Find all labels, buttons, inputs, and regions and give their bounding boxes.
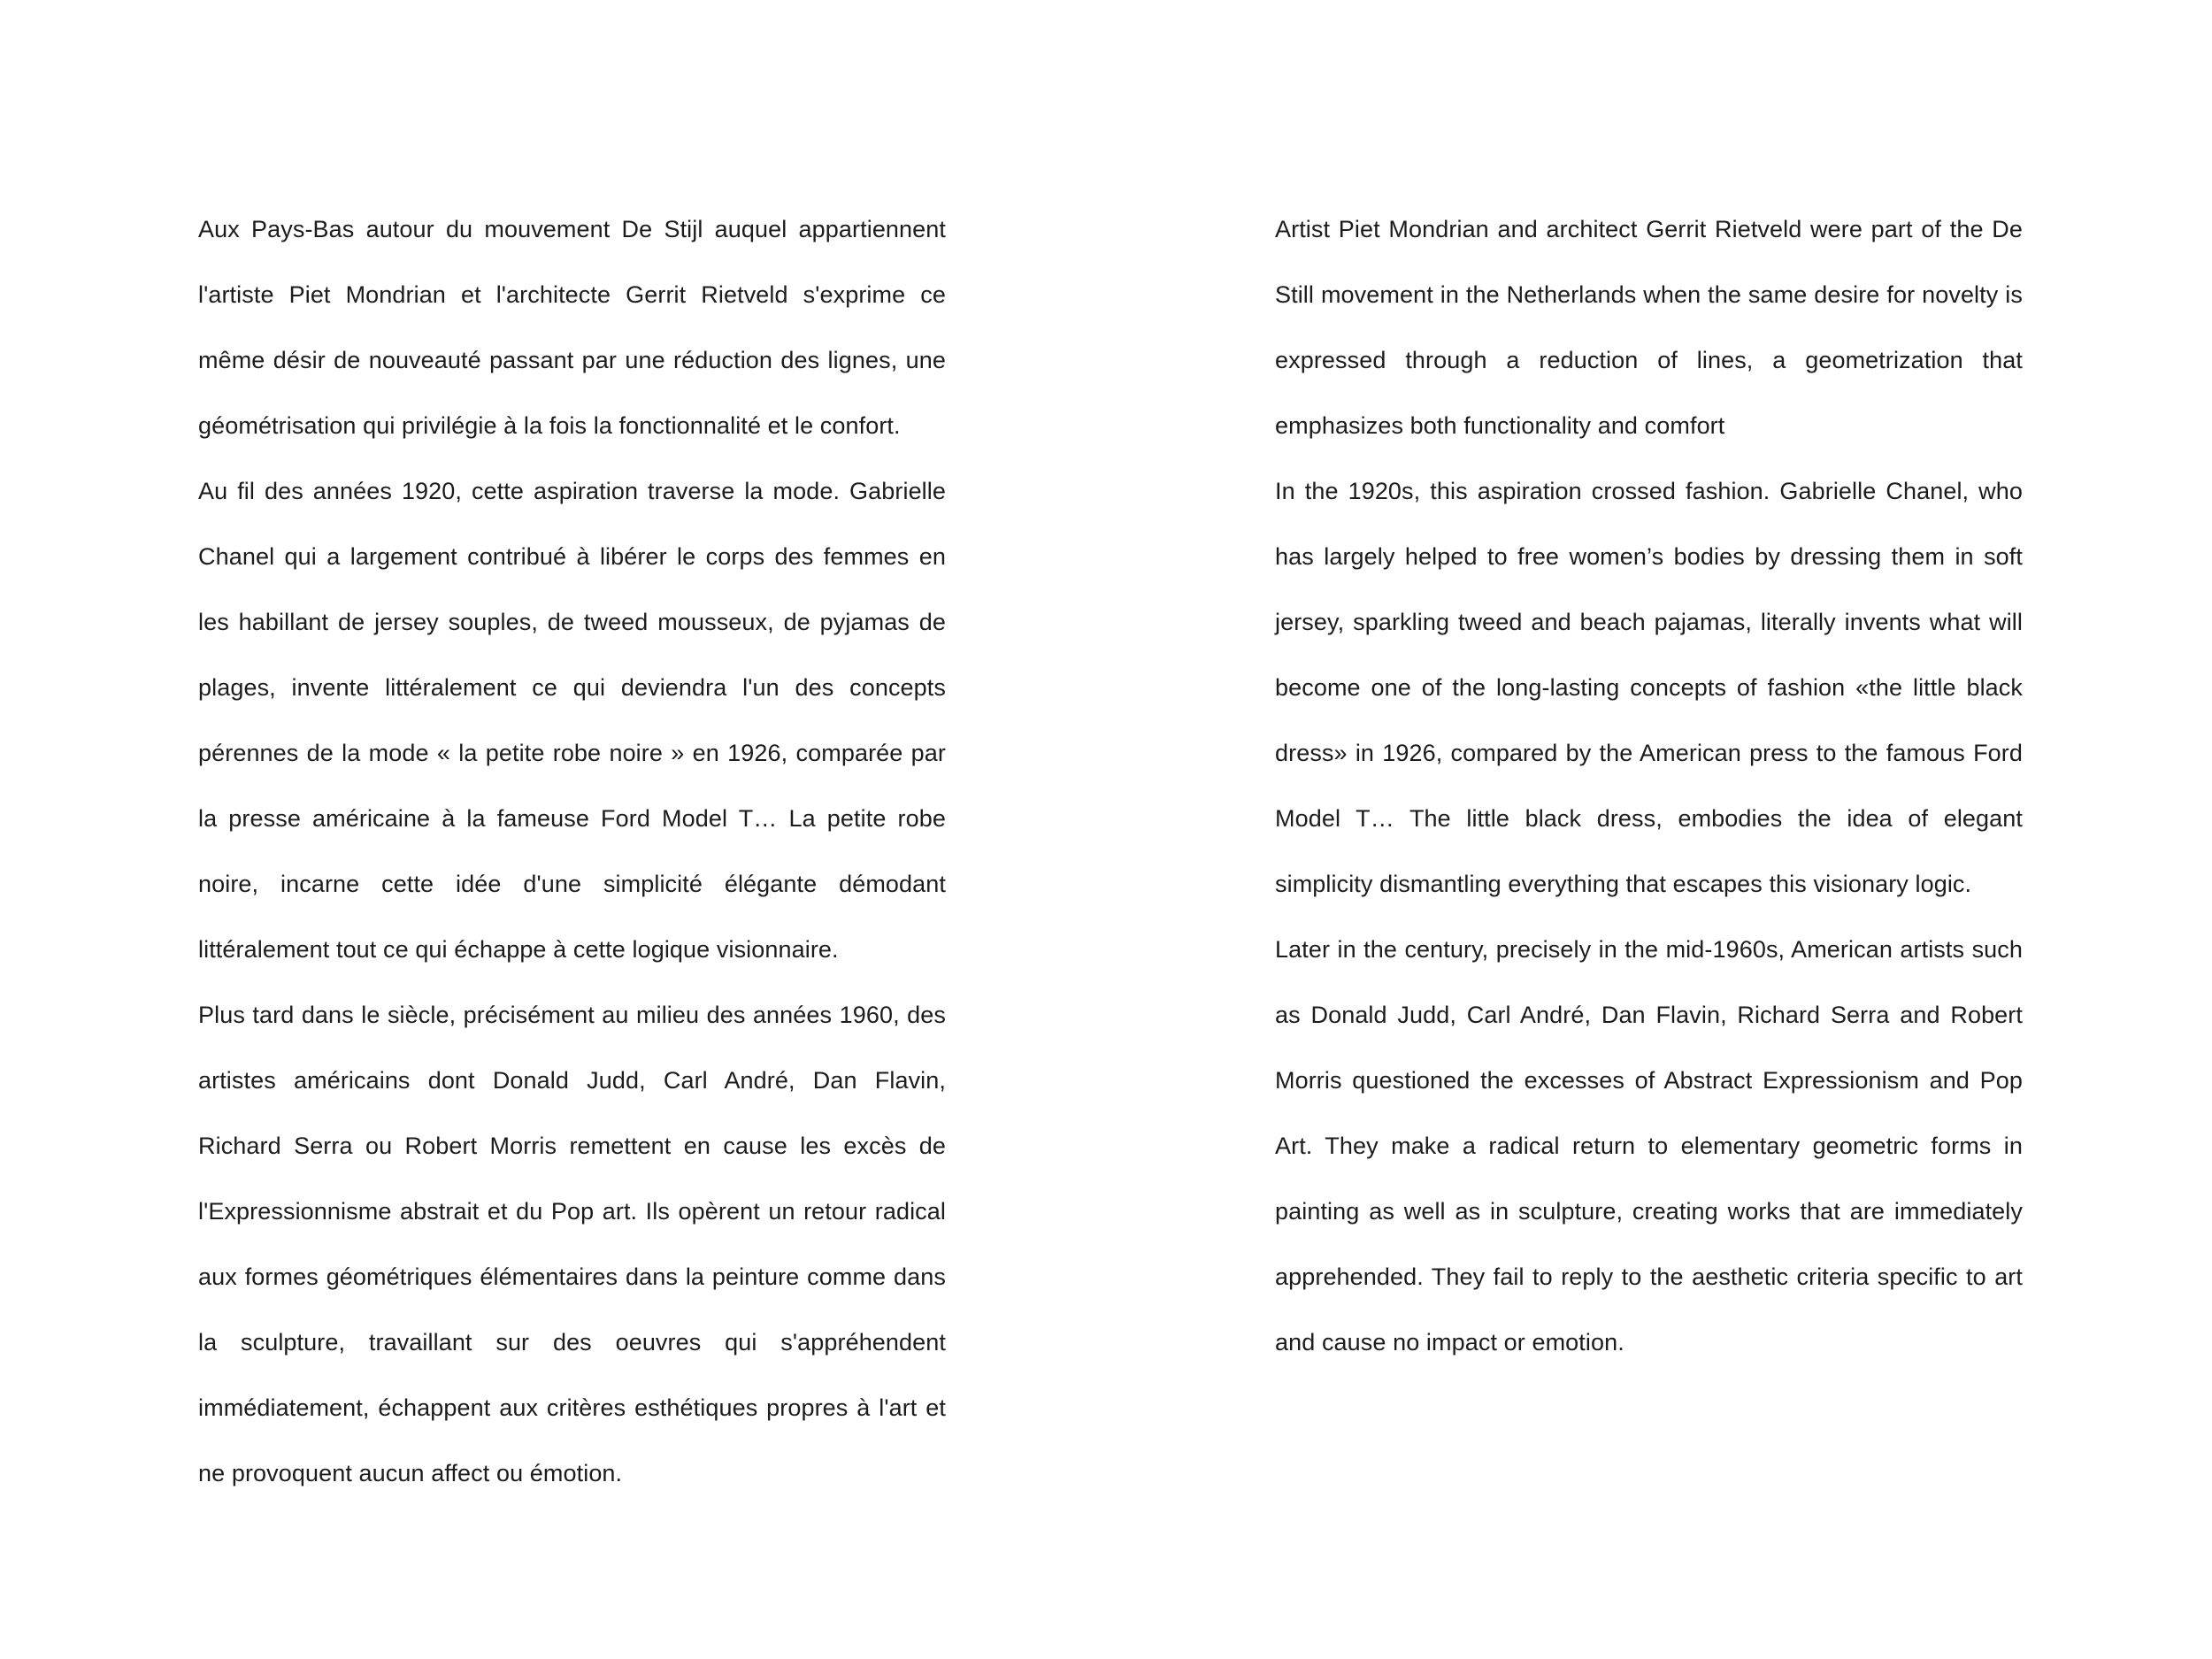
english-paragraph-de-stijl: Artist Piet Mondrian and architect Gerrit Rietveld were part of the De Still movement in the Netherlands when the same desire for novelty is expressed through a reduction of lines, a geometrization that emphasizes both functionality and comfort xyxy=(1275,216,2023,439)
french-paragraph-chanel: Au fil des années 1920, cette aspiration traverse la mode. Gabrielle Chanel qui a largement contribué à libérer le corps des femmes en les habillant de jersey souples, de tweed mousseux, de pyjamas de plages, invente littéralement ce qui deviendra l'un des concepts pérennes de la mode « la petite robe noire » en 1926, comparée par la presse américaine à la fameuse Ford Model T… La petite robe noire, incarne cette idée d'une simplicité élégante démodant littéralement tout ce qui échappe à cette logique visionnaire. xyxy=(198,478,946,963)
english-paragraph-chanel: In the 1920s, this aspiration crossed fashion. Gabrielle Chanel, who has largely helped to free women’s bodies by dressing them in soft jersey, sparkling tweed and beach pajamas, literally invents what will become one of the long-lasting concepts of fashion «the little black dress» in 1926, compared by the American press to the famous Ford Model T… The little black dress, embodies the idea of elegant simplicity dismantling everything that escapes this visionary logic. xyxy=(1275,478,2023,897)
french-text-column xyxy=(198,196,946,1506)
french-paragraph-minimalism: Plus tard dans le siècle, précisément au milieu des années 1960, des artistes américains dont Donald Judd, Carl André, Dan Flavin, Richard Serra ou Robert Morris remettent en cause les excès de l'Expressionnisme abstrait et du Pop art. Ils opèrent un retour radical aux formes géométriques élémentaires dans la peinture comme dans la sculpture, travaillant sur des oeuvres qui s'appréhendent immédiatement, échappent aux critères esthétiques propres à l'art et ne provoquent aucun affect ou émotion. xyxy=(198,1002,946,1486)
french-paragraph-de-stijl: Aux Pays-Bas autour du mouvement De Stijl auquel appartiennent l'artiste Piet Mondrian et l'architecte Gerrit Rietveld s'exprime ce même désir de nouveauté passant par une réduction des lignes, une géométrisation qui privilégie à la fois la fonctionnalité et le confort. xyxy=(198,216,946,439)
english-text-column xyxy=(1275,196,2023,1375)
english-paragraph-minimalism: Later in the century, precisely in the mid-1960s, American artists such as Donald Judd, Carl André, Dan Flavin, Richard Serra and Robert Morris questioned the excesses of Abstract Expressionism and Pop Art. They make a radical return to elementary geometric forms in painting as well as in sculpture, creating works that are immediately apprehended. They fail to reply to the aesthetic criteria specific to art and cause no impact or emotion. xyxy=(1275,936,2023,1356)
